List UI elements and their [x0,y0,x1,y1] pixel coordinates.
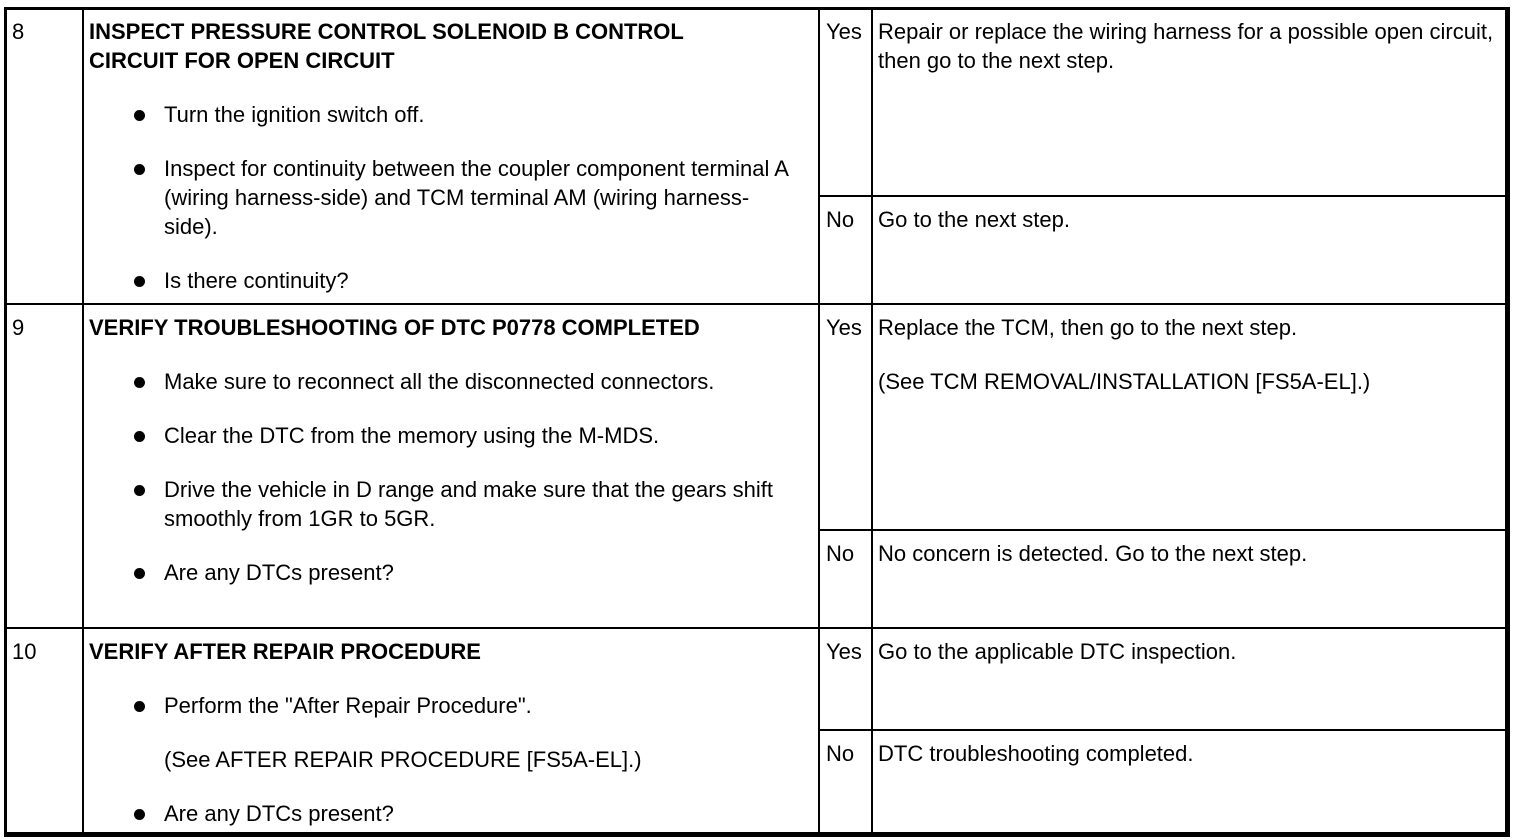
reference-link[interactable]: (See TCM REMOVAL/INSTALLATION [FS5A-EL].) [878,369,1371,394]
list-item: Drive the vehicle in D range and make sure that the gears shift smoothly from 1GR to 5GR. [164,475,798,533]
step-number: 10 [5,628,83,836]
list-item: Are any DTCs present? [164,558,798,587]
result-no-label: No [819,196,872,304]
result-yes-action: Go to the applicable DTC inspection. [872,628,1509,730]
step-title: INSPECT PRESSURE CONTROL SOLENOID B CONTROL CIRCUIT FOR OPEN CIRCUIT [89,19,684,73]
list-item: Clear the DTC from the memory using the M-MDS. [164,421,798,450]
result-no-label: No [819,730,872,836]
table-outer-border [4,7,1508,835]
result-no-action: DTC troubleshooting completed. [872,730,1509,836]
result-yes-action: Repair or replace the wiring harness for a possible open circuit, then go to the next step. [872,8,1509,196]
list-item: Make sure to reconnect all the disconnected connectors. [164,367,798,396]
result-yes-label: Yes [819,8,872,196]
list-item: Is there continuity? [164,266,798,295]
list-item: Are any DTCs present? [164,799,798,828]
list-item: Perform the "After Repair Procedure". [164,691,798,720]
step-title: VERIFY AFTER REPAIR PROCEDURE [89,639,481,664]
list-item: Turn the ignition switch off. [164,100,798,129]
reference-link[interactable]: (See AFTER REPAIR PROCEDURE [FS5A-EL].) [164,747,642,772]
result-yes-action: Replace the TCM, then go to the next step. [878,315,1298,340]
step-number: 8 [5,8,83,304]
result-no-label: No [819,530,872,628]
result-no-action: No concern is detected. Go to the next step. [872,530,1509,628]
step-title: VERIFY TROUBLESHOOTING OF DTC P0778 COMPLETED [89,315,700,340]
list-item: Inspect for continuity between the coupler component terminal A (wiring harness-side) and TCM terminal AM (wiring harness-side). [164,154,798,241]
result-no-action: Go to the next step. [872,196,1509,304]
result-yes-label: Yes [819,628,872,730]
step-number: 9 [5,304,83,628]
result-yes-label: Yes [819,304,872,530]
